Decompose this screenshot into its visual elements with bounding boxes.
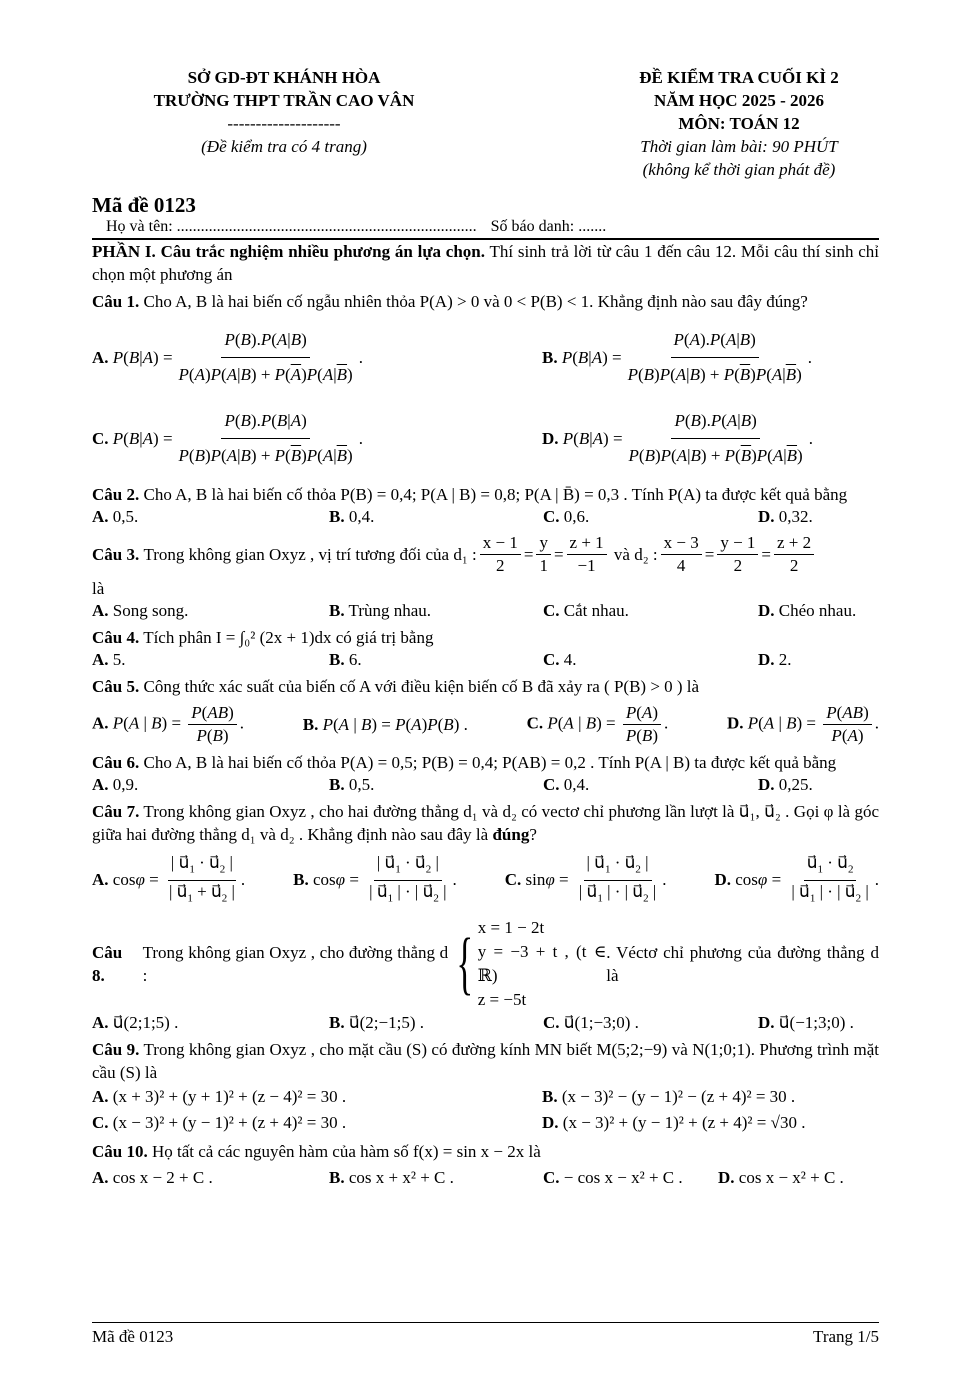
department-name: SỞ GD-ĐT KHÁNH HÒA (187, 68, 381, 87)
option-text: u⃗(1;−3;0) . (563, 1012, 639, 1032)
q1-label: Câu 1. (92, 292, 140, 311)
option-letter: D. (542, 1112, 559, 1132)
q6-options (92, 774, 879, 796)
option-letter: B. (329, 650, 345, 669)
q1-b-formula: $\frac{P(A).P(A|B)}{P(B)P(A|B) + P(\overline{B})P(A|\overline{B})}$ (625, 323, 805, 392)
option-text: Cắt nhau. (563, 601, 629, 620)
time-note: (không kể thời gian phát đề) (642, 160, 836, 179)
q8-text: Trong không gian Oxyz , cho đường thẳng d : (142, 942, 449, 985)
q9-option-a[interactable] (92, 1084, 542, 1110)
q1-d-formula: $\frac{P(B).P(A|B)}{P(B)P(A|B) + P(\overline{B})P(A|\overline{B})}$ (626, 404, 806, 473)
option-text: cos x − 2 + C . (112, 1167, 213, 1187)
option-letter: D. (758, 601, 775, 620)
q10-label: Câu 10. (92, 1141, 148, 1161)
q3-d2-eq3: $\frac{z + 2}{2}$ (774, 532, 814, 577)
q4-option-d[interactable] (758, 649, 878, 671)
question-2 (92, 483, 879, 506)
school-year: NĂM HỌC 2025 - 2026 (654, 91, 824, 110)
q8-line-system: { x = 1 − 2t y = −3 + t , (t ∈ ℝ) z = −5t (448, 916, 606, 1012)
option-text: cos x + x² + C . (348, 1167, 454, 1187)
option-text: 2. (778, 650, 792, 669)
option-letter: B. (329, 775, 345, 794)
option-letter: C. (543, 650, 560, 669)
option-text: (x − 3)² + (y − 1)² + (z + 4)² = 30 . (112, 1112, 347, 1132)
q3-d1-eq1: $\frac{x - 1}{2}$ (480, 532, 521, 577)
q5-text: Công thức xác suất của biến cố A với điều kiện biến cố B đã xảy ra ( P(B) > 0 ) là (143, 677, 700, 696)
q9-label: Câu 9. (92, 1039, 140, 1059)
q6-label: Câu 6. (92, 753, 140, 772)
page-footer (92, 1322, 879, 1347)
q9-options (92, 1084, 879, 1136)
q3-d1-eq2: $\frac{y}{1}$ (536, 532, 551, 577)
part1-heading (92, 240, 879, 286)
q8-eq-y: y = −3 + t , (t ∈ ℝ) (477, 941, 607, 985)
option-text: 0,4. (563, 775, 590, 794)
option-letter: A. (92, 601, 109, 620)
q5-option-a[interactable]: A. P(A | B) = $\frac{P(AB)}{P(B)}$ . (92, 703, 245, 745)
q3-text-and: và d₂ : (613, 545, 658, 564)
q2-label: Câu 2. (92, 485, 140, 504)
q2-option-b[interactable] (329, 506, 543, 528)
student-info-line (106, 218, 879, 236)
q2-option-d[interactable] (758, 506, 878, 528)
q8-option-b[interactable] (329, 1012, 543, 1034)
q10-text: Họ tất cả các nguyên hàm của hàm số f(x) = sin x − 2x là (151, 1141, 541, 1161)
option-letter: A. (92, 775, 109, 794)
q10-option-d[interactable] (718, 1167, 878, 1189)
q7-label: Câu 7. (92, 802, 140, 821)
q2-option-a[interactable] (92, 506, 329, 528)
part1-desc: Thí sinh trả lời từ câu 1 đến câu 12. Mỗi câu thí sinh chỉ chọn một phương án (92, 242, 879, 284)
q10-option-b[interactable] (329, 1167, 543, 1189)
q9-text: Trong không gian Oxyz , cho mặt cầu (S) có đường kính MN biết M(5;2;−9) và N(1;0;1). Phương trình mặt cầu (S) là (92, 1039, 879, 1082)
q8-option-c[interactable] (543, 1012, 758, 1034)
option-text: 0,4. (348, 507, 375, 526)
q3-d2-eq2: $\frac{y - 1}{2}$ (717, 532, 758, 577)
name-field: Họ và tên: ........................................................................... (106, 218, 477, 235)
q1-c-formula: $\frac{P(B).P(B|A)}{P(B)P(A|B) + P(\overline{B})P(A|\overline{B})}$ (176, 404, 356, 473)
q10-option-a[interactable] (92, 1167, 329, 1189)
option-letter: B. (329, 507, 345, 526)
q7-d-frac: $\frac{u⃗_1 \cdot u⃗_2}{| u⃗_1 | \cdot | u⃗_2 |}$ (791, 853, 869, 905)
q5-label: Câu 5. (92, 677, 140, 696)
option-letter: D. (542, 428, 559, 448)
option-letter: C. (543, 507, 560, 526)
q4-options (92, 649, 879, 671)
question-7 (92, 800, 879, 846)
option-text: 4. (563, 650, 577, 669)
q7-option-a[interactable]: A. cosφ = $\frac{| u⃗_1 \cdot u⃗_2 |}{| u⃗_1 + u⃗_2 |}$ . (92, 852, 245, 910)
option-text: u⃗(2;1;5) . (112, 1012, 179, 1032)
question-5 (92, 675, 879, 698)
option-letter: A. (92, 507, 109, 526)
q2-options (92, 506, 879, 528)
option-letter: C. (92, 1112, 109, 1132)
q7-qmark: ? (529, 825, 537, 844)
option-letter: C. (92, 428, 109, 448)
footer-exam-code: Mã đề 0123 (92, 1327, 174, 1346)
q2-text: Cho A, B là hai biến cố thỏa P(B) = 0,4; P(A | B) = 0,8; P(A | B̄) = 0,3 . Tính P(A) ta được kết quả bằng (143, 485, 848, 504)
q3-label: Câu 3. (92, 545, 140, 564)
exam-code: Mã đề 0123 (92, 193, 196, 217)
option-text: cos x − x² + C . (738, 1167, 844, 1187)
q9-option-b[interactable] (542, 1084, 879, 1110)
option-letter: C. (526, 713, 544, 733)
q10-option-c[interactable] (543, 1167, 718, 1189)
q3-tail: là (92, 579, 105, 598)
option-text: 6. (348, 650, 362, 669)
question-10 (92, 1140, 879, 1163)
option-letter: D. (758, 507, 775, 526)
q8-eq-x: x = 1 − 2t (477, 917, 545, 937)
q7-a-frac: $\frac{| u⃗_1 \cdot u⃗_2 |}{| u⃗_1 + u⃗_2 |}$ (168, 853, 235, 905)
q5-options (92, 702, 879, 747)
q6-option-b[interactable] (329, 774, 543, 796)
q3-option-b[interactable] (329, 600, 543, 622)
option-letter: A. (92, 869, 109, 889)
q1-text: Cho A, B là hai biến cố ngẫu nhiên thỏa P(A) > 0 và 0 < P(B) < 1. Khẳng định nào sau đây đúng? (143, 292, 808, 311)
time-limit: Thời gian làm bài: 90 PHÚT (640, 137, 838, 156)
option-letter: D. (758, 1012, 775, 1032)
option-letter: B. (329, 601, 345, 620)
option-text: 0,6. (563, 507, 590, 526)
school-name: TRƯỜNG THPT TRẦN CAO VÂN (153, 91, 415, 110)
q6-option-c[interactable] (543, 774, 758, 796)
exam-title: ĐỀ KIỂM TRA CUỐI KÌ 2 (639, 68, 839, 87)
page-count-note: (Đề kiểm tra có 4 trang) (201, 137, 367, 156)
school-info (84, 66, 484, 181)
option-text: (x − 3)² + (y − 1)² + (z + 4)² = √30 . (562, 1112, 806, 1132)
option-text: Song song. (112, 601, 189, 620)
question-8 (92, 916, 879, 1012)
q4-label: Câu 4. (92, 628, 140, 647)
q4-text: Tích phân I = ∫₀² (2x + 1)dx có giá trị bằng (143, 628, 434, 647)
q5-d-frac: $\frac{P(AB)}{P(A)}$ (823, 702, 872, 747)
q7-text: Trong không gian Oxyz , cho hai đường thẳng d₁ và d₂ có vectơ chỉ phương lần lượt là u⃗₁, u⃗₂ . Gọi φ là góc giữa hai đường thẳng d₁ và d₂ . Khẳng định nào sau đây là (92, 802, 880, 844)
option-letter: D. (726, 713, 744, 733)
q5-option-c[interactable]: C. P(A | B) = $\frac{P(A)}{P(B)}$ . (526, 703, 669, 745)
q3-option-c[interactable] (543, 600, 758, 622)
q5-a-frac: $\frac{P(AB)}{P(B)}$ (188, 702, 237, 747)
q8-eq-z: z = −5t (477, 989, 527, 1009)
option-letter: D. (758, 650, 775, 669)
question-3: Câu 3. Trong không gian Oxyz , vị trí tương đối của d₁ : $\frac{x - 1}{2}$ = $\frac{y}{1}$ = $\frac{z + 1}{-1}$ và d₂ : $\frac{x - 3}{4}$ = $\frac{y - 1}{2}$ = $\frac{z + 2}{2}$ (92, 532, 879, 577)
option-letter: B. (329, 1012, 345, 1032)
q8-text-tail: . Véctơ chỉ phương của đường thẳng d là (606, 942, 879, 985)
option-letter: C. (543, 1167, 560, 1187)
q8-label: Câu 8. (92, 942, 123, 985)
part1-title: PHẦN I. Câu trắc nghiệm nhiều phương án lựa chọn. (92, 242, 485, 261)
question-4 (92, 626, 879, 649)
option-letter: A. (92, 650, 109, 669)
q5-option-b[interactable]: B. P(A | B) = P(A)P(B) . (302, 714, 468, 734)
option-text: 0,5. (348, 775, 375, 794)
q1-options (92, 317, 879, 479)
q1-option-d[interactable]: D. P ( B | A ) = $\frac{P(B).P(A|B)}{P(B)P(A|B) + P(\overline{B})P(A|\overline{B})}$ . (542, 404, 879, 473)
q3-text: Trong không gian Oxyz , vị trí tương đối của d₁ : (143, 545, 477, 564)
q3-options (92, 600, 879, 622)
q1-option-a[interactable]: A. P ( B | A ) = $\frac{P(B).P(A|B)}{P(A)P(A|B) + P(\overline{A})P(A|\overline{B})}$ . (92, 323, 542, 392)
option-letter: B. (542, 347, 558, 367)
option-text: u⃗(2;−1;5) . (348, 1012, 424, 1032)
question-6 (92, 751, 879, 774)
q3-option-d[interactable] (758, 600, 878, 622)
option-letter: B. (542, 1086, 558, 1106)
option-text: 0,5. (112, 507, 139, 526)
option-text: 0,32. (778, 507, 813, 526)
footer-page-number: Trang 1/5 (813, 1327, 879, 1346)
exam-header (92, 66, 879, 181)
q1-a-formula: $\frac{P(B).P(A|B)}{P(A)P(A|B) + P(\overline{A})P(A|\overline{B})}$ (176, 323, 356, 392)
option-letter: C. (504, 869, 522, 889)
option-text: 0,25. (778, 775, 813, 794)
option-letter: D. (718, 1167, 735, 1187)
option-text: (x − 3)² − (y − 1)² − (z + 4)² = 30 . (561, 1086, 796, 1106)
option-text: − cos x − x² + C . (563, 1167, 683, 1187)
option-letter: A. (92, 1167, 109, 1187)
q3-option-a[interactable] (92, 600, 329, 622)
q7-option-d[interactable]: D. cosφ = $\frac{u⃗_1 \cdot u⃗_2}{| u⃗_1 | \cdot | u⃗_2 |}$ . (714, 852, 879, 910)
option-text: 5. (112, 650, 126, 669)
q9-option-d[interactable] (542, 1110, 879, 1136)
exam-info (599, 66, 879, 181)
q6-text: Cho A, B là hai biến cố thỏa P(A) = 0,5; P(B) = 0,4; P(AB) = 0,2 . Tính P(A | B) ta được kết quả bằng (143, 753, 837, 772)
q3-d1-eq3: $\frac{z + 1}{-1}$ (567, 532, 607, 577)
q8-option-a[interactable] (92, 1012, 329, 1034)
q7-c-frac: $\frac{| u⃗_1 \cdot u⃗_2 |}{| u⃗_1 | \cdot | u⃗_2 |}$ (578, 853, 657, 905)
q4-option-b[interactable] (329, 649, 543, 671)
q7-b-frac: $\frac{| u⃗_1 \cdot u⃗_2 |}{| u⃗_1 | \cdot | u⃗_2 |}$ (369, 853, 447, 905)
q4-option-c[interactable] (543, 649, 758, 671)
q5-c-frac: $\frac{P(A)}{P(B)}$ (623, 702, 661, 747)
option-letter: C. (543, 1012, 560, 1032)
q4-option-a[interactable] (92, 649, 329, 671)
q3-d2-eq1: $\frac{x - 3}{4}$ (661, 532, 702, 577)
option-letter: D. (758, 775, 775, 794)
question-9 (92, 1038, 879, 1084)
option-letter: D. (714, 869, 731, 889)
q8-options (92, 1012, 879, 1034)
option-text: u⃗(−1;3;0) . (778, 1012, 854, 1032)
option-text: Trùng nhau. (348, 601, 432, 620)
q9-option-c[interactable] (92, 1110, 542, 1136)
question-1 (92, 290, 879, 313)
option-text: Chéo nhau. (778, 601, 857, 620)
q7-options (92, 852, 879, 910)
q8-option-d[interactable] (758, 1012, 878, 1034)
option-letter: A. (92, 713, 109, 733)
q1-option-b[interactable]: B. P ( B | A ) = $\frac{P(A).P(A|B)}{P(B)P(A|B) + P(\overline{B})P(A|\overline{B})}$ . (542, 323, 879, 392)
option-letter: B. (329, 1167, 345, 1187)
option-letter: A. (92, 1012, 109, 1032)
q5-option-d[interactable]: D. P(A | B) = $\frac{P(AB)}{P(A)}$ . (726, 703, 879, 745)
q7-option-c[interactable]: C. sinφ = $\frac{| u⃗_1 \cdot u⃗_2 |}{| u⃗_1 | \cdot | u⃗_2 |}$ . (505, 852, 667, 910)
option-letter: C. (543, 601, 560, 620)
divider-dashes: -------------------- (227, 114, 341, 133)
exam-page (92, 66, 879, 1189)
q1-option-c[interactable]: C. P ( B | A ) = $\frac{P(B).P(B|A)}{P(B)P(A|B) + P(\overline{B})P(A|\overline{B})}$ . (92, 404, 542, 473)
q6-option-a[interactable] (92, 774, 329, 796)
q2-option-c[interactable] (543, 506, 758, 528)
q7-emphasis: đúng (492, 825, 530, 844)
option-text: 0,9. (112, 775, 139, 794)
option-letter: B. (302, 714, 319, 734)
q6-option-d[interactable] (758, 774, 878, 796)
option-letter: C. (543, 775, 560, 794)
option-letter: B. (293, 869, 309, 889)
option-letter: A. (92, 1086, 109, 1106)
option-letter: A. (92, 347, 109, 367)
q10-options (92, 1167, 879, 1189)
q7-option-b[interactable]: B. cosφ = $\frac{| u⃗_1 \cdot u⃗_2 |}{| u⃗_1 | \cdot | u⃗_2 |}$ . (293, 852, 457, 910)
option-text: (x + 3)² + (y + 1)² + (z − 4)² = 30 . (112, 1086, 347, 1106)
student-id-field: Số báo danh: ....... (490, 218, 607, 235)
subject: MÔN: TOÁN 12 (678, 114, 800, 133)
